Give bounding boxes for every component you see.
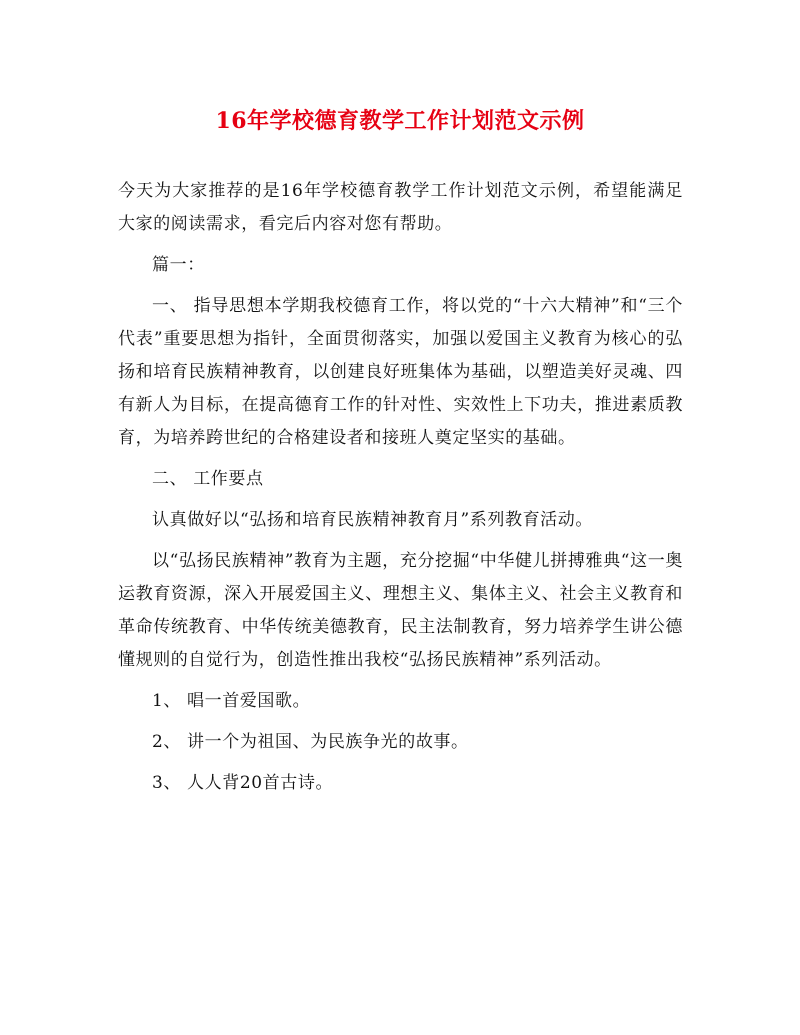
paragraph-education-month: 认真做好以“弘扬和培育民族精神教育月”系列教育活动。 [152, 510, 593, 530]
paragraph-intro: 今天为大家推荐的是16年学校德育教学工作计划范文示例，希望能满足大家的阅读需求，看完后内容对您有帮助。 [118, 181, 683, 234]
paragraph-guiding-ideology: 一、 指导思想本学期我校德育工作，将以党的“十六大精神”和“三个代表”重要思想为指针，全面贯彻落实，加强以爱国主义教育为核心的弘扬和培育民族精神教育，以创建良好班集体为基础，以塑造美好灵魂、四有新人为目标，在提高德育工作的针对性、实效性上下功夫，推进素质教育，为培养跨世纪的合格建设者和接班人奠定坚实的基础。 [118, 296, 683, 448]
list-item-2: 2、 讲一个为祖国、为民族争光的故事。 [152, 732, 469, 752]
paragraph-part-one-heading: 篇一： [152, 255, 205, 275]
paragraph-work-points-heading: 二、 工作要点 [152, 469, 264, 489]
list-item-3: 3、 人人背20首古诗。 [152, 773, 334, 793]
list-item-1: 1、 唱一首爱国歌。 [152, 691, 311, 711]
document-body [118, 175, 683, 808]
paragraph-national-spirit: 以“弘扬民族精神”教育为主题，充分挖掘“中华健儿拼搏雅典“这一奥运教育资源，深入开展爱国主义、理想主义、集体主义、社会主义教育和革命传统教育、中华传统美德教育，民主法制教育，努力培养学生讲公德懂规则的自觉行为，创造性推出我校“弘扬民族精神”系列活动。 [118, 551, 683, 670]
document-title: 16年学校德育教学工作计划范文示例 [215, 108, 585, 134]
